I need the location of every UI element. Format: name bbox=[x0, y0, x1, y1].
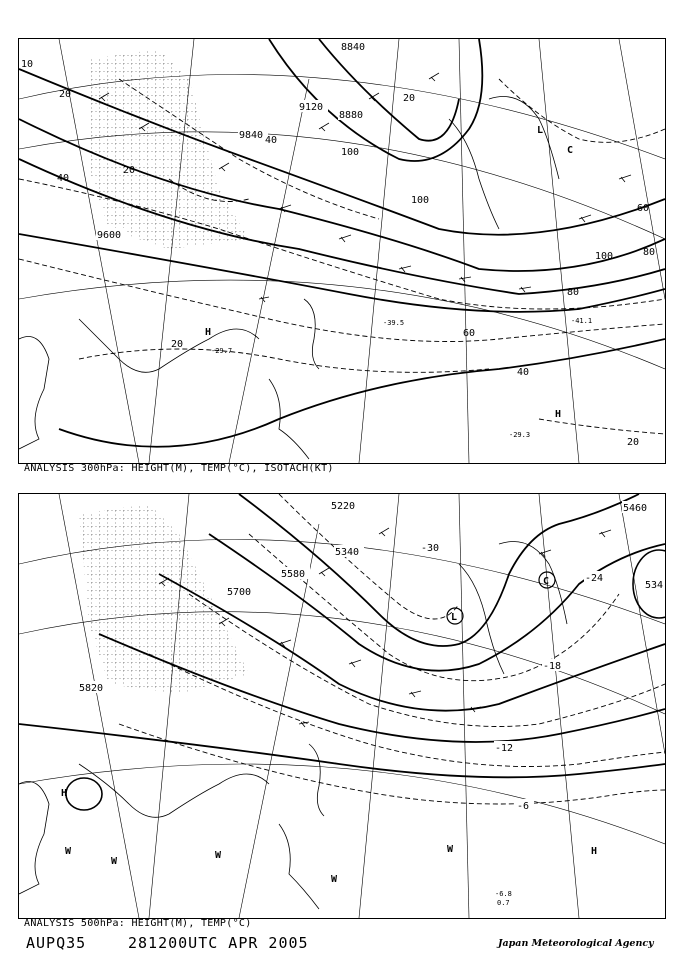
isotherm-label: -18 bbox=[543, 661, 562, 672]
isotach-label: 20 bbox=[123, 165, 136, 176]
isotach-label: 60 bbox=[637, 203, 650, 214]
temp-label: -39.5 bbox=[383, 319, 405, 327]
agency-credit: Japan Meteorological Agency bbox=[498, 938, 654, 949]
height-label-5340: 5340 bbox=[335, 547, 360, 558]
cold-center-marker: C bbox=[567, 145, 574, 156]
valid-time: 281200UTC APR 2005 bbox=[128, 934, 309, 952]
isotach-label: 100 bbox=[411, 195, 430, 206]
highland-hatch-region bbox=[79, 504, 252, 694]
isotherm-label: -30 bbox=[421, 543, 440, 554]
station-value: -6.8 bbox=[495, 890, 512, 898]
upper-panel-caption: ANALYSIS 300hPa: HEIGHT(M), TEMP(°C), ISOTACH(KT) bbox=[24, 463, 334, 474]
isotach-label: 40 bbox=[57, 173, 70, 184]
height-label-8880: 8880 bbox=[339, 110, 364, 121]
low-center-marker: L bbox=[451, 612, 458, 623]
height-label-5580: 5580 bbox=[281, 569, 306, 580]
high-center-marker: H bbox=[61, 788, 68, 799]
lower-station-values bbox=[495, 890, 512, 907]
height-label-5820: 5820 bbox=[79, 683, 104, 694]
isotach-label: 100 bbox=[341, 147, 360, 158]
height-label-8840: 8840 bbox=[341, 42, 366, 53]
warm-center-marker: W bbox=[331, 874, 338, 885]
high-center-marker: H bbox=[591, 846, 598, 857]
isotach-label: 100 bbox=[595, 251, 614, 262]
station-value: 0.7 bbox=[497, 899, 510, 907]
isotach-label: 80 bbox=[567, 287, 580, 298]
temp-label: -29.3 bbox=[509, 431, 531, 439]
isotach-label: 80 bbox=[643, 247, 656, 258]
chart-id: AUPQ35 bbox=[26, 934, 87, 952]
high-center-marker: H bbox=[555, 409, 562, 420]
isotach-label: 40 bbox=[517, 367, 530, 378]
warm-center-marker: W bbox=[447, 844, 454, 855]
lower-map-canvas bbox=[19, 494, 665, 918]
temp-label: -41.1 bbox=[571, 317, 593, 325]
upper-map-panel bbox=[18, 38, 666, 464]
isotach-label: 40 bbox=[265, 135, 278, 146]
isotach-label: 10 bbox=[21, 59, 34, 70]
isotach-label: 20 bbox=[627, 437, 640, 448]
height-label-5700: 5700 bbox=[227, 587, 252, 598]
height-label-5460: 5460 bbox=[623, 503, 648, 514]
lower-temp-labels bbox=[420, 541, 606, 812]
cold-center-marker: C bbox=[543, 576, 550, 587]
height-label-5220: 5220 bbox=[331, 501, 356, 512]
height-label-9600: 9600 bbox=[97, 230, 122, 241]
high-center-marker: H bbox=[205, 327, 212, 338]
warm-center-marker: W bbox=[215, 850, 222, 861]
isotach-label: 20 bbox=[59, 89, 72, 100]
lower-map-panel bbox=[18, 493, 666, 919]
lower-panel-caption: ANALYSIS 500hPa: HEIGHT(M), TEMP(°C) bbox=[24, 918, 252, 929]
wind-barbs bbox=[159, 528, 611, 727]
height-label-9840: 9840 bbox=[239, 130, 264, 141]
isotherm-label: -6 bbox=[517, 801, 530, 812]
isotach-label: 20 bbox=[171, 339, 184, 350]
height-label-9120: 9120 bbox=[299, 102, 324, 113]
temp-label: -29.7 bbox=[211, 347, 233, 355]
isotach-label: 20 bbox=[403, 93, 416, 104]
warm-center-marker: W bbox=[65, 846, 72, 857]
isotherm-label: -12 bbox=[495, 743, 514, 754]
upper-map-canvas bbox=[19, 39, 665, 463]
low-center-marker: L bbox=[537, 125, 544, 136]
isotach-label: 60 bbox=[463, 328, 476, 339]
height-label-534: 534 bbox=[645, 580, 664, 591]
warm-center-marker: W bbox=[111, 856, 118, 867]
isotherm-label: -24 bbox=[585, 573, 604, 584]
